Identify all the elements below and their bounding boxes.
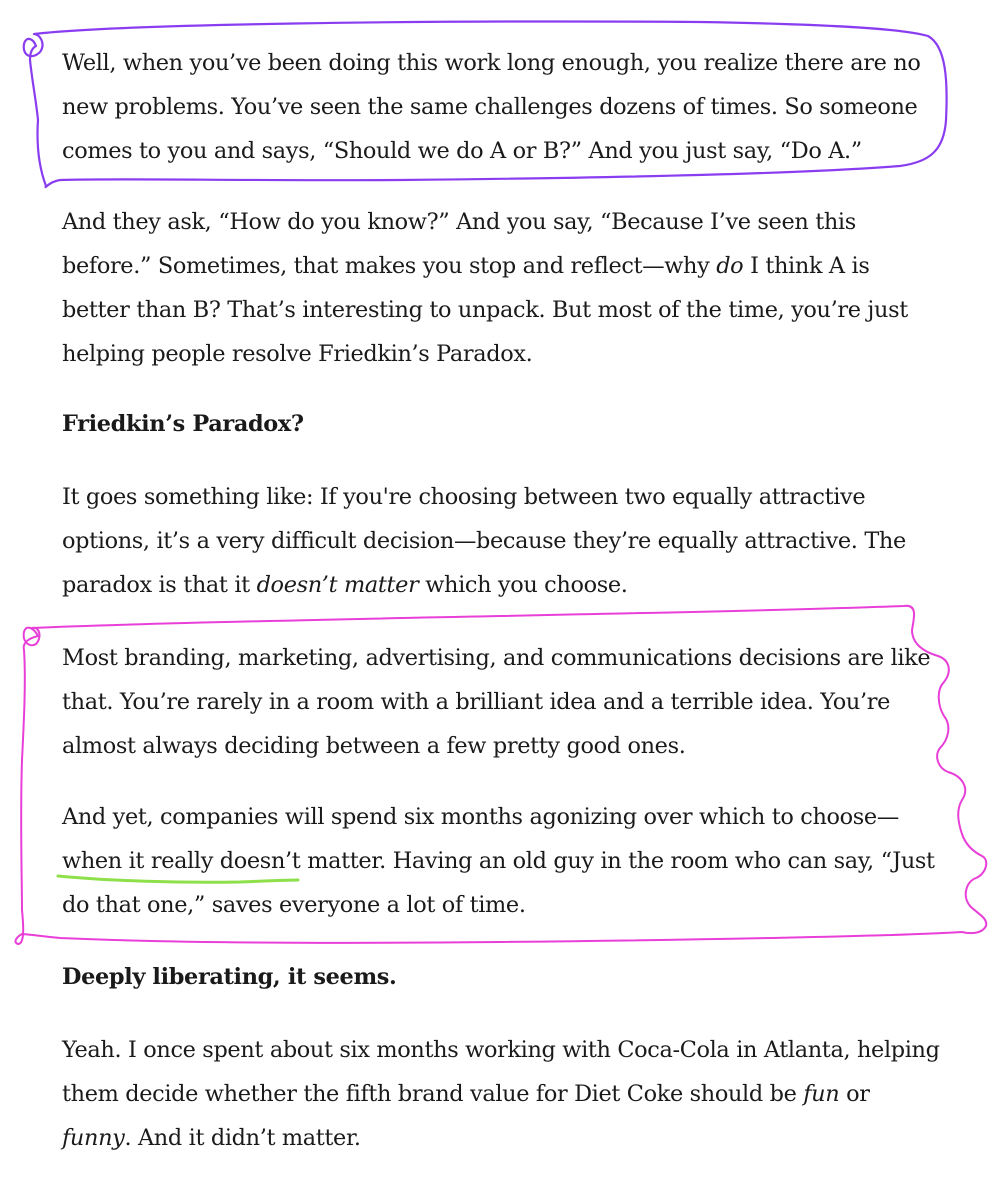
paragraph-6-text-b: . And it didn’t matter.	[124, 1125, 361, 1151]
paragraph-2-text-b: I think A is better than B? That’s interesting to unpack. But most of the time, you’re just helping people resolve Friedkin’s Paradox.	[62, 253, 908, 367]
paragraph-1: Well, when you’ve been doing this work long enough, you realize there are no new problems. You’ve seen the same challenges dozens of times. So someone comes to you and says, “Should we do A or B?” And you just say, “Do A.”	[62, 50, 921, 164]
underlined-phrase: it really doesn’t matter.	[128, 848, 386, 874]
paragraph-4: Most branding, marketing, advertising, and communications decisions are like that. You’re rarely in a room with a brilliant idea and a terrible idea. You’re almost always deciding between a few pretty good ones.	[62, 645, 931, 759]
paragraph-6-text-a: Yeah. I once spent about six months working with Coca-Cola in Atlanta, helping them decide whether the fifth brand value for Diet Coke should be	[62, 1037, 940, 1107]
paragraph-3-text-b: which you choose.	[418, 572, 628, 598]
paragraph-6-emphasis-fun: fun	[803, 1081, 840, 1107]
paragraph-6-emphasis-funny: funny	[62, 1125, 125, 1151]
paragraph-2	[62, 200, 942, 376]
paragraph-6	[62, 1028, 942, 1160]
interview-question-1: Friedkin’s Paradox?	[62, 411, 304, 437]
paragraph-5	[62, 795, 942, 927]
paragraph-3-emphasis: doesn’t matter	[256, 572, 419, 598]
paragraph-2-emphasis: do	[716, 253, 744, 279]
interview-question-2: Deeply liberating, it seems.	[62, 964, 397, 990]
paragraph-6-text-mid: or	[839, 1081, 870, 1107]
paragraph-2-text-a: And they ask, “How do you know?” And you say, “Because I’ve seen this before.” Sometimes, that makes you stop and reflect—why	[62, 209, 856, 279]
paragraph-5-text-b: Having an old guy in the room who can say, “Just do that one,” saves everyone a lot of time.	[62, 848, 935, 918]
paragraph-3-text-a: It goes something like: If you're choosing between two equally attractive options, it’s a very difficult decision—because they’re equally attractive. The paradox is that it	[62, 484, 906, 598]
paragraph-5-text-a: And yet, companies will spend six months agonizing over which to choose—when	[62, 804, 899, 874]
paragraph-3	[62, 475, 942, 607]
